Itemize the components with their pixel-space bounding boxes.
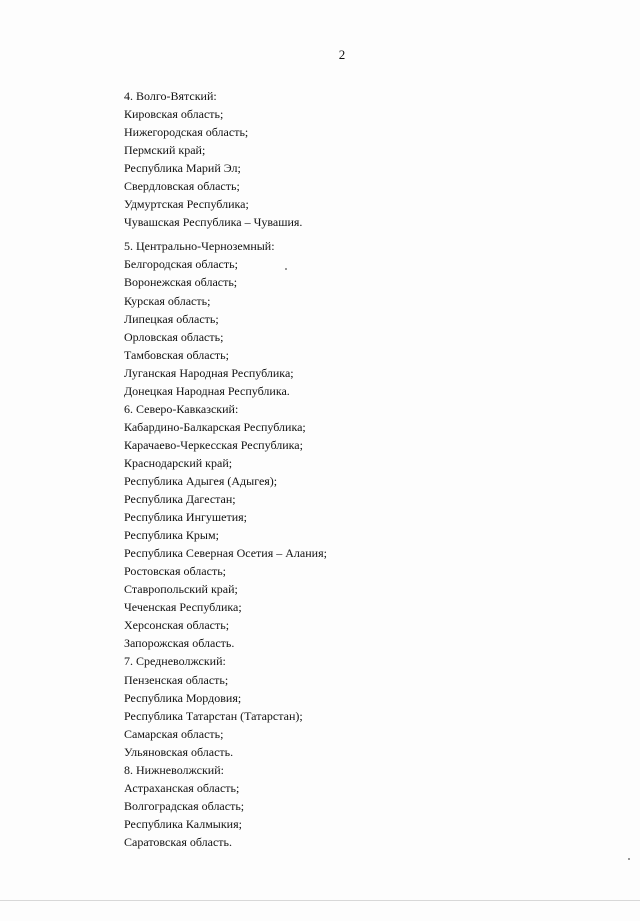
list-item: Чувашская Республика – Чувашия. (124, 215, 303, 230)
section-heading: 8. Нижневолжский: (124, 762, 224, 777)
list-item: Астраханская область; (124, 780, 240, 795)
list-item: Чеченская Республика; (124, 600, 242, 615)
section-heading: 7. Средневолжский: (124, 654, 226, 669)
list-item: Республика Мордовия; (124, 690, 242, 705)
list-item: Кабардино-Балкарская Республика; (124, 419, 306, 434)
list-item: Донецкая Народная Республика. (124, 383, 290, 398)
scan-speck (628, 858, 630, 860)
list-item: Волгоградская область; (124, 798, 245, 813)
list-item: Белгородская область; (124, 257, 238, 272)
list-item: Воронежская область; (124, 275, 238, 290)
list-item: Удмуртская Республика; (124, 197, 249, 212)
list-item: Свердловская область; (124, 179, 240, 194)
scan-edge-line (0, 900, 640, 901)
list-item: Тамбовская область; (124, 347, 229, 362)
list-item: Республика Адыгея (Адыгея); (124, 473, 278, 488)
list-item: Республика Крым; (124, 528, 219, 543)
list-item: Луганская Народная Республика; (124, 365, 294, 380)
list-item: Карачаево-Черкесская Республика; (124, 437, 303, 452)
list-item: Пензенская область; (124, 672, 229, 687)
section-heading: 5. Центрально-Черноземный: (124, 239, 275, 254)
list-item: Ульяновская область. (124, 744, 234, 759)
list-item: Липецкая область; (124, 311, 219, 326)
list-item: Республика Калмыкия; (124, 816, 242, 831)
list-item: Республика Татарстан (Татарстан); (124, 708, 303, 723)
list-item: Республика Ингушетия; (124, 510, 248, 525)
section-tsentralno-chernozemny (124, 237, 604, 399)
list-item: Республика Северная Осетия – Алания; (124, 546, 327, 561)
list-item: Самарская область; (124, 726, 224, 741)
list-item: Курская область; (124, 293, 211, 308)
list-item: Ростовская область; (124, 564, 226, 579)
list-item: Пермский край; (124, 143, 206, 158)
region-list (124, 87, 604, 851)
scan-speck (285, 268, 287, 270)
list-item: Херсонская область; (124, 618, 230, 633)
list-item: Запорожская область. (124, 636, 235, 651)
list-item: Республика Дагестан; (124, 492, 236, 507)
section-heading: 6. Северо-Кавказский: (124, 401, 239, 416)
page-number: 2 (338, 47, 346, 62)
list-item: Орловская область; (124, 329, 224, 344)
list-item: Саратовская область. (124, 834, 233, 849)
section-severo-kavkazsky (124, 400, 604, 653)
list-item: Ставропольский край; (124, 582, 238, 597)
list-item: Нижегородская область; (124, 125, 249, 140)
section-srednevolzhsky (124, 652, 604, 760)
list-item: Кировская область; (124, 107, 224, 122)
section-heading: 4. Волго-Вятский: (124, 89, 217, 103)
list-item: Краснодарский край; (124, 455, 233, 470)
list-item: Республика Марий Эл; (124, 161, 241, 176)
section-nizhnevolzhsky (124, 761, 604, 851)
section-volgo-vyatsky (124, 87, 604, 231)
